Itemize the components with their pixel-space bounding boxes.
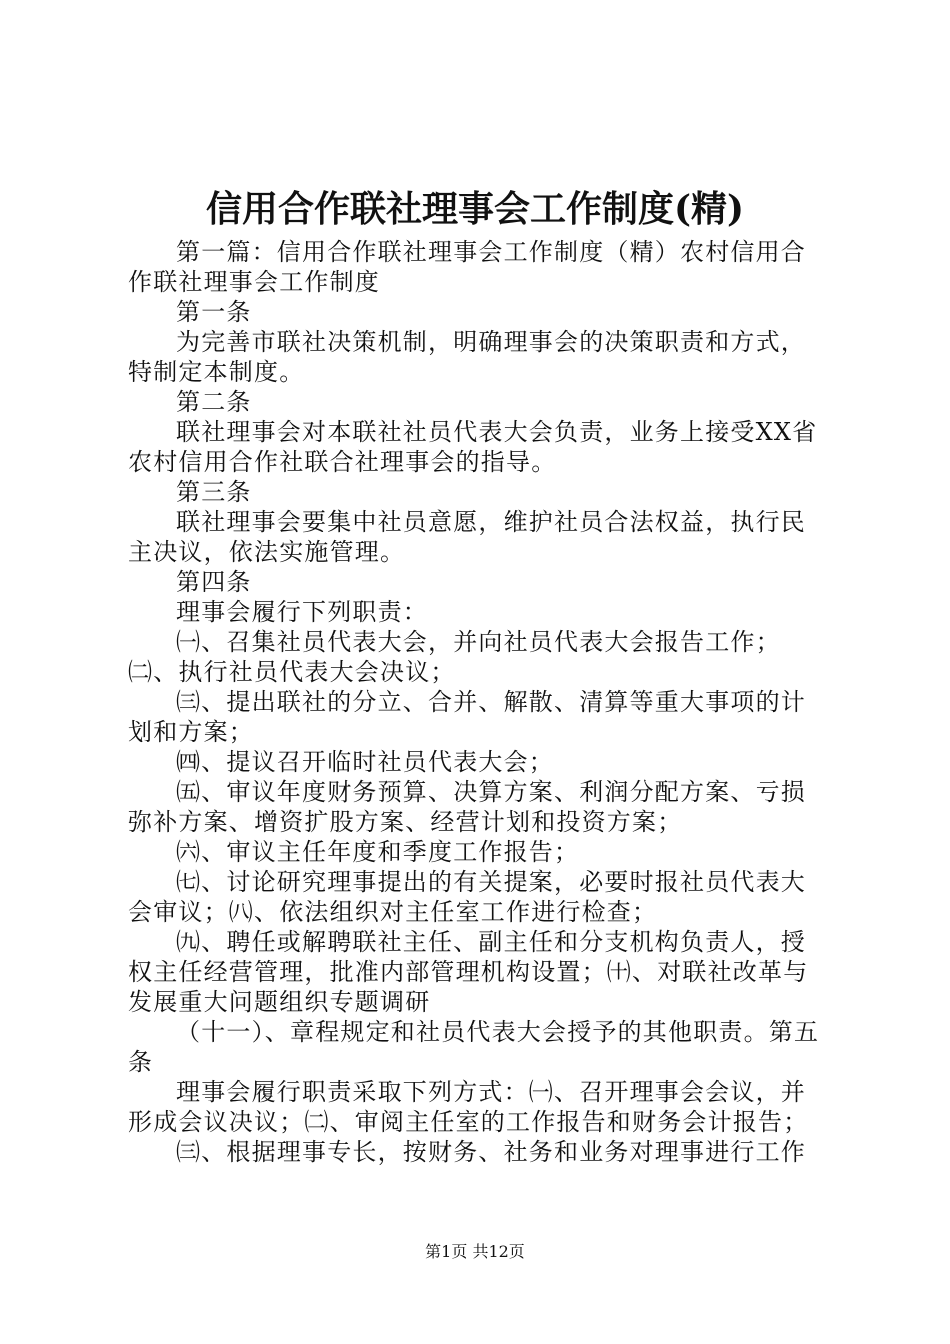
- page-footer: [0, 1241, 950, 1263]
- paragraph: 第一篇：信用合作联社理事会工作制度（精）农村信用合作联社理事会工作制度: [128, 238, 806, 296]
- paragraph: ㈦、讨论研究理事提出的有关提案，必要时报社员代表大会审议；㈧、依法组织对主任室工作进行检查；: [128, 868, 806, 926]
- paragraph: ㈨、聘任或解聘联社主任、副主任和分支机构负责人，授权主任经营管理，批准内部管理机构设置；㈩、对联社改革与发展重大问题组织专题调研: [128, 928, 809, 1016]
- paragraph: 第四条: [176, 568, 252, 596]
- paragraph: （十一）、章程规定和社员代表大会授予的其他职责。第五条: [128, 1018, 820, 1076]
- paragraph: 联社理事会要集中社员意愿，维护社员合法权益，执行民主决议，依法实施管理。: [128, 508, 806, 566]
- paragraph: ㈢、提出联社的分立、合并、解散、清算等重大事项的计划和方案；: [128, 688, 806, 746]
- paragraph: ㈠、召集社员代表大会，并向社员代表大会报告工作；㈡、执行社员代表大会决议；: [128, 628, 781, 686]
- paragraph: ㈣、提议召开临时社员代表大会；: [176, 748, 554, 776]
- paragraph: ㈥、审议主任年度和季度工作报告；: [176, 838, 580, 866]
- paragraph: ㈤、审议年度财务预算、决算方案、利润分配方案、亏损弥补方案、增资扩股方案、经营计划和投资方案；: [128, 778, 806, 836]
- paragraph: 联社理事会对本联社社员代表大会负责，业务上接受XX省农村信用合作社联合社理事会的指导。: [128, 418, 818, 476]
- paragraph: 为完善市联社决策机制，明确理事会的决策职责和方式，特制定本制度。: [128, 328, 806, 386]
- page-indicator: 第1页 共12页: [425, 1242, 525, 1261]
- paragraph: ㈢、根据理事专长，按财务、社务和业务对理事进行工作: [176, 1138, 806, 1166]
- paragraph: 理事会履行职责采取下列方式：㈠、召开理事会会议，并形成会议决议；㈡、审阅主任室的工作报告和财务会计报告；: [128, 1078, 809, 1136]
- paragraph: 理事会履行下列职责：: [176, 598, 428, 626]
- paragraph: 第二条: [176, 388, 252, 416]
- document-body: [128, 237, 828, 1167]
- paragraph: 第一条: [176, 298, 252, 326]
- paragraph: 第三条: [176, 478, 252, 506]
- document-title: 信用合作联社理事会工作制度(精): [205, 188, 745, 230]
